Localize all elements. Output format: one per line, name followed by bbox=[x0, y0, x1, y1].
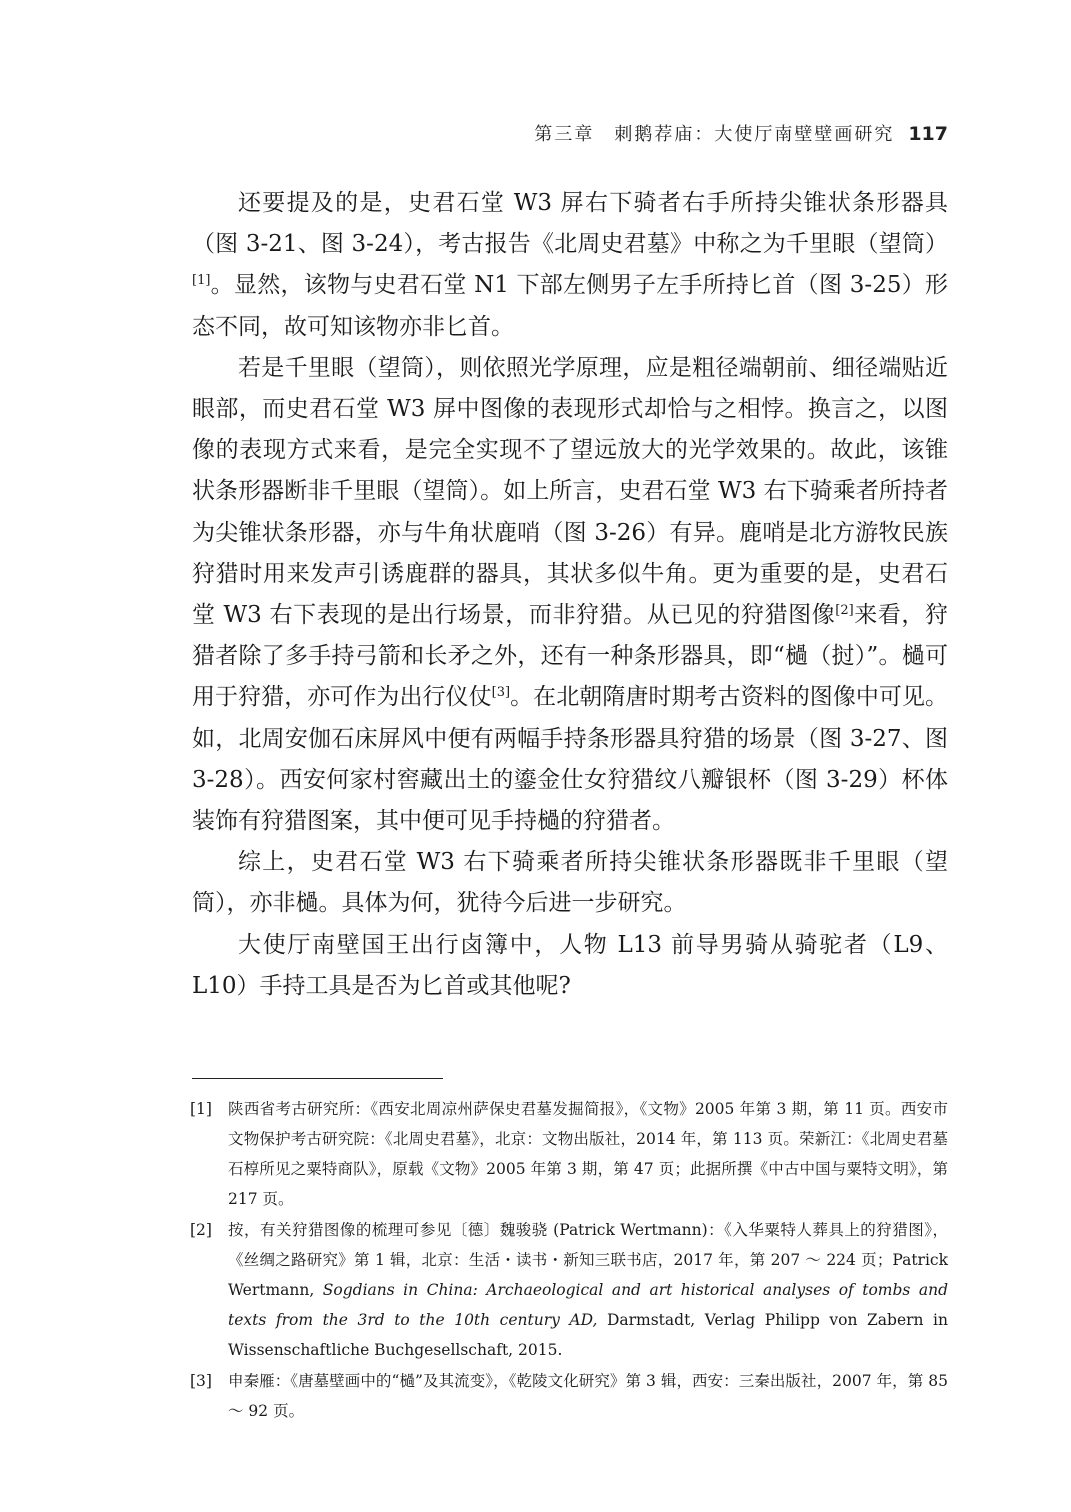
paragraph-2-text-b: 来看，狩猎者除了多手持弓箭和长矛之外，还有一种条形器具，即“檛（挝）”。檛可用于狩猎，亦可作为出行仪仗 bbox=[192, 602, 948, 711]
footnote-text bbox=[228, 1215, 948, 1365]
body-text bbox=[192, 183, 948, 1007]
paragraph-2-text-c: 。在北朝隋唐时期考古资料的图像中可见。如，北周安伽石床屏风中便有两幅手持条形器具狩猎的场景（图 3-27、图 3-28）。西安何家村窖藏出土的鎏金仕女狩猎纹八瓣银杯（图 3-29）杯体装饰有狩猎图案，其中便可见手持檛的狩猎者。 bbox=[192, 684, 949, 835]
paragraph-2-text-a: 若是千里眼（望筒），则依照光学原理，应是粗径端朝前、细径端贴近眼部，而史君石堂 W3 屏中图像的表现形式却恰与之相悖。换言之，以图像的表现方式来看，是完全实现不了望远放大的光学效果的。故此，该锥状条形器断非千里眼（望筒）。如上所言，史君石堂 W3 右下骑乘者所持者为尖锥状条形器，亦与牛角状鹿哨（图 3-26）有异。鹿哨是北方游牧民族狩猎时用来发声引诱鹿群的器具，其状多似牛角。更为重要的是，史君石堂 W3 右下表现的是出行场景，而非狩猎。从已见的狩猎图像 bbox=[192, 354, 948, 629]
page-number: 117 bbox=[908, 123, 948, 145]
footnote-divider bbox=[192, 1078, 443, 1079]
footnote-item bbox=[190, 1366, 948, 1426]
footnote-text: 陕西省考古研究所：《西安北周凉州萨保史君墓发掘简报》，《文物》2005 年第 3 期，第 11 页。西安市文物保护考古研究院：《北周史君墓》，北京：文物出版社，2014 年，第 113 页。荣新江：《北周史君墓石椁所见之粟特商队》，原载《文物》2005 年第 3 期，第 47 页；此据所撰《中古中国与粟特文明》，第 217 页。 bbox=[228, 1100, 948, 1208]
footnote-number: [3] bbox=[190, 1372, 212, 1390]
footnote-ref-3[interactable]: [3] bbox=[491, 685, 511, 701]
footnote-italic-title: Sogdians in China: Archaeological and art historical analyses of tombs and texts from the 3rd to the 10th century AD, bbox=[228, 1281, 948, 1329]
footnote-item bbox=[190, 1215, 948, 1365]
paragraph-1 bbox=[192, 183, 948, 348]
paragraph-2 bbox=[192, 348, 948, 842]
paragraph-1-text-b: 。显然，该物与史君石堂 N1 下部左侧男子左手所持匕首（图 3-25）形态不同，故可知该物亦非匕首。 bbox=[192, 272, 948, 340]
paragraph-3: 综上，史君石堂 W3 右下骑乘者所持尖锥状条形器既非千里眼（望筒），亦非檛。具体为何，犹待今后进一步研究。 bbox=[192, 849, 948, 917]
footnotes bbox=[190, 1094, 948, 1427]
paragraph-4: 大使厅南壁国王出行卤簿中，人物 L13 前导男骑从骑驼者（L9、L10）手持工具是否为匕首或其他呢? bbox=[192, 931, 948, 999]
footnote-text: 申秦雁：《唐墓壁画中的“檛”及其流变》，《乾陵文化研究》第 3 辑，西安：三秦出版社，2007 年，第 85 ～ 92 页。 bbox=[228, 1372, 948, 1420]
footnote-item bbox=[190, 1094, 948, 1214]
running-title: 第三章 刺鹅荐庙：大使厅南壁壁画研究 bbox=[534, 124, 895, 145]
footnote-text-b: Darmstadt, Verlag Philipp von Zabern in Wissenschaftliche Buchgesellschaft, 2015. bbox=[228, 1311, 948, 1359]
footnote-ref-2[interactable]: [2] bbox=[835, 603, 854, 619]
footnote-ref-1[interactable]: [1] bbox=[192, 273, 211, 289]
paragraph-1-text-a: 还要提及的是，史君石堂 W3 屏右下骑者右手所持尖锥状条形器具（图 3-21、图 3-24），考古报告《北周史君墓》中称之为千里眼（望筒） bbox=[192, 190, 948, 258]
running-header bbox=[190, 120, 948, 146]
footnote-number: [1] bbox=[190, 1100, 212, 1118]
footnote-text-a: 按，有关狩猎图像的梳理可参见〔德〕魏骏骁 (Patrick Wertmann)：《入华粟特人葬具上的狩猎图》，《丝绸之路研究》第 1 辑，北京：生活・读书・新知三联书店，2017 年，第 207 ～ 224 页；Patrick Wertmann, bbox=[228, 1221, 948, 1299]
footnote-number: [2] bbox=[190, 1221, 212, 1239]
